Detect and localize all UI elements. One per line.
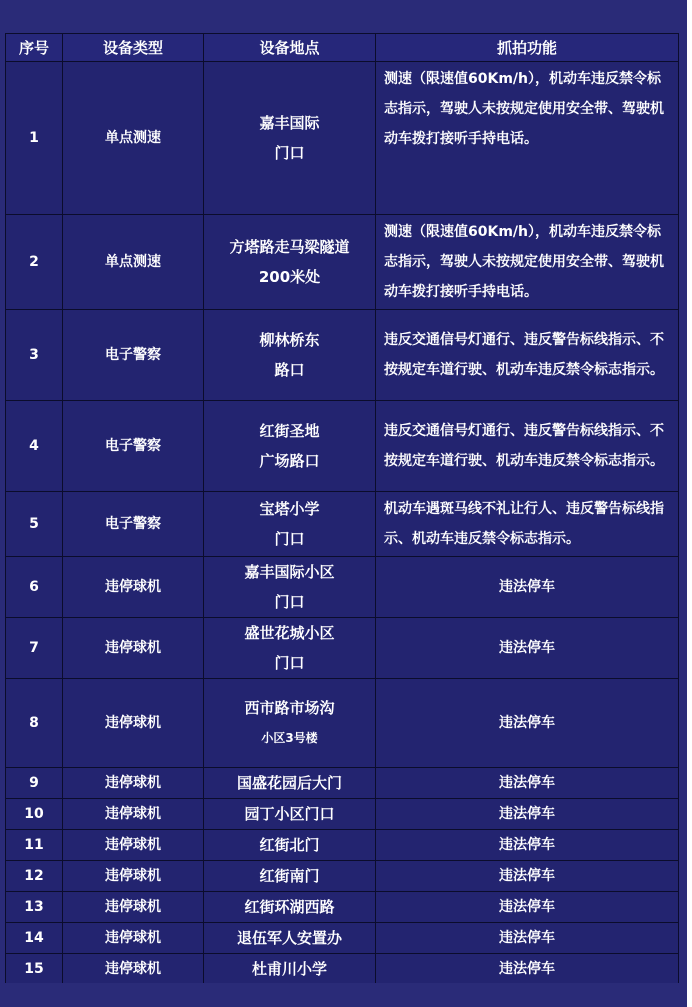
row-location bbox=[204, 618, 376, 679]
row-type: 违停球机 bbox=[63, 618, 204, 679]
table-row bbox=[6, 618, 679, 679]
location-line: 200米处 bbox=[258, 268, 321, 286]
row-location: 国盛花园后大门 bbox=[204, 768, 376, 799]
row-function: 违法停车 bbox=[376, 830, 679, 861]
row-location: 红街南门 bbox=[204, 861, 376, 892]
location-line: 柳林桥东 bbox=[259, 331, 320, 349]
table-row bbox=[6, 401, 679, 492]
row-no: 11 bbox=[6, 830, 63, 861]
table-row bbox=[6, 861, 679, 892]
row-function: 违法停车 bbox=[376, 892, 679, 923]
row-type: 电子警察 bbox=[63, 492, 204, 557]
row-no: 13 bbox=[6, 892, 63, 923]
row-location: 红街北门 bbox=[204, 830, 376, 861]
table-row bbox=[6, 215, 679, 310]
row-function: 违法停车 bbox=[376, 557, 679, 618]
location-line: 红街圣地 bbox=[259, 422, 320, 440]
table-row bbox=[6, 679, 679, 768]
location-line: 门口 bbox=[274, 593, 305, 611]
row-no: 7 bbox=[6, 618, 63, 679]
row-type: 电子警察 bbox=[63, 310, 204, 401]
row-no: 6 bbox=[6, 557, 63, 618]
location-line: 嘉丰国际 bbox=[259, 114, 320, 132]
row-no: 12 bbox=[6, 861, 63, 892]
table-row bbox=[6, 954, 679, 985]
header-type: 设备类型 bbox=[63, 34, 204, 62]
row-no: 8 bbox=[6, 679, 63, 768]
row-function: 违法停车 bbox=[376, 618, 679, 679]
location-line: 宝塔小学 bbox=[259, 500, 320, 518]
row-location: 红街环湖西路 bbox=[204, 892, 376, 923]
row-type: 电子警察 bbox=[63, 401, 204, 492]
location-line: 门口 bbox=[274, 530, 305, 548]
location-line: 盛世花城小区 bbox=[244, 624, 335, 642]
row-location: 杜甫川小学 bbox=[204, 954, 376, 985]
row-no: 1 bbox=[6, 62, 63, 215]
row-no: 2 bbox=[6, 215, 63, 310]
row-type: 违停球机 bbox=[63, 679, 204, 768]
table-row bbox=[6, 557, 679, 618]
row-location bbox=[204, 215, 376, 310]
row-function: 违反交通信号灯通行、违反警告标线指示、不按规定车道行驶、机动车违反禁令标志指示。 bbox=[376, 401, 679, 492]
location-line: 门口 bbox=[274, 144, 305, 162]
row-location: 园丁小区门口 bbox=[204, 799, 376, 830]
header-no: 序号 bbox=[6, 34, 63, 62]
row-no: 9 bbox=[6, 768, 63, 799]
bottom-margin bbox=[0, 983, 692, 1007]
location-line: 方塔路走马梁隧道 bbox=[229, 238, 350, 256]
table-row bbox=[6, 492, 679, 557]
row-no: 4 bbox=[6, 401, 63, 492]
row-type: 违停球机 bbox=[63, 954, 204, 985]
row-function: 违法停车 bbox=[376, 923, 679, 954]
table-row bbox=[6, 892, 679, 923]
row-no: 5 bbox=[6, 492, 63, 557]
table-row bbox=[6, 768, 679, 799]
device-table bbox=[5, 33, 679, 985]
row-type: 违停球机 bbox=[63, 830, 204, 861]
top-margin bbox=[0, 0, 692, 30]
row-location bbox=[204, 557, 376, 618]
location-line: 西市路市场沟 bbox=[244, 699, 335, 717]
row-type: 违停球机 bbox=[63, 923, 204, 954]
row-type: 单点测速 bbox=[63, 62, 204, 215]
location-line: 小区3号楼 bbox=[261, 731, 318, 745]
table-row bbox=[6, 799, 679, 830]
header-row bbox=[6, 34, 679, 62]
row-location bbox=[204, 679, 376, 768]
row-location bbox=[204, 62, 376, 215]
table-row bbox=[6, 923, 679, 954]
row-type: 违停球机 bbox=[63, 557, 204, 618]
row-function: 违法停车 bbox=[376, 768, 679, 799]
row-no: 10 bbox=[6, 799, 63, 830]
row-location bbox=[204, 310, 376, 401]
row-type: 违停球机 bbox=[63, 799, 204, 830]
row-no: 3 bbox=[6, 310, 63, 401]
row-location: 退伍军人安置办 bbox=[204, 923, 376, 954]
row-no: 14 bbox=[6, 923, 63, 954]
row-function: 违法停车 bbox=[376, 799, 679, 830]
location-line: 路口 bbox=[274, 361, 305, 379]
header-location: 设备地点 bbox=[204, 34, 376, 62]
row-type: 单点测速 bbox=[63, 215, 204, 310]
row-function: 违反交通信号灯通行、违反警告标线指示、不按规定车道行驶、机动车违反禁令标志指示。 bbox=[376, 310, 679, 401]
row-type: 违停球机 bbox=[63, 892, 204, 923]
location-line: 广场路口 bbox=[259, 452, 320, 470]
location-line: 门口 bbox=[274, 654, 305, 672]
row-type: 违停球机 bbox=[63, 861, 204, 892]
header-function: 抓拍功能 bbox=[376, 34, 679, 62]
row-function: 违法停车 bbox=[376, 954, 679, 985]
row-location bbox=[204, 492, 376, 557]
row-function: 测速（限速值60Km/h），机动车违反禁令标志指示，驾驶人未按规定使用安全带、驾驶机动车拨打接听手持电话。 bbox=[376, 215, 679, 310]
row-function: 测速（限速值60Km/h），机动车违反禁令标志指示，驾驶人未按规定使用安全带、驾驶机动车拨打接听手持电话。 bbox=[376, 62, 679, 215]
page-edge bbox=[687, 0, 692, 1007]
row-no: 15 bbox=[6, 954, 63, 985]
location-line: 嘉丰国际小区 bbox=[244, 563, 335, 581]
row-function: 机动车遇斑马线不礼让行人、违反警告标线指示、机动车违反禁令标志指示。 bbox=[376, 492, 679, 557]
table-row bbox=[6, 62, 679, 215]
row-type: 违停球机 bbox=[63, 768, 204, 799]
table-row bbox=[6, 830, 679, 861]
row-function: 违法停车 bbox=[376, 861, 679, 892]
row-function: 违法停车 bbox=[376, 679, 679, 768]
row-location bbox=[204, 401, 376, 492]
table-row bbox=[6, 310, 679, 401]
